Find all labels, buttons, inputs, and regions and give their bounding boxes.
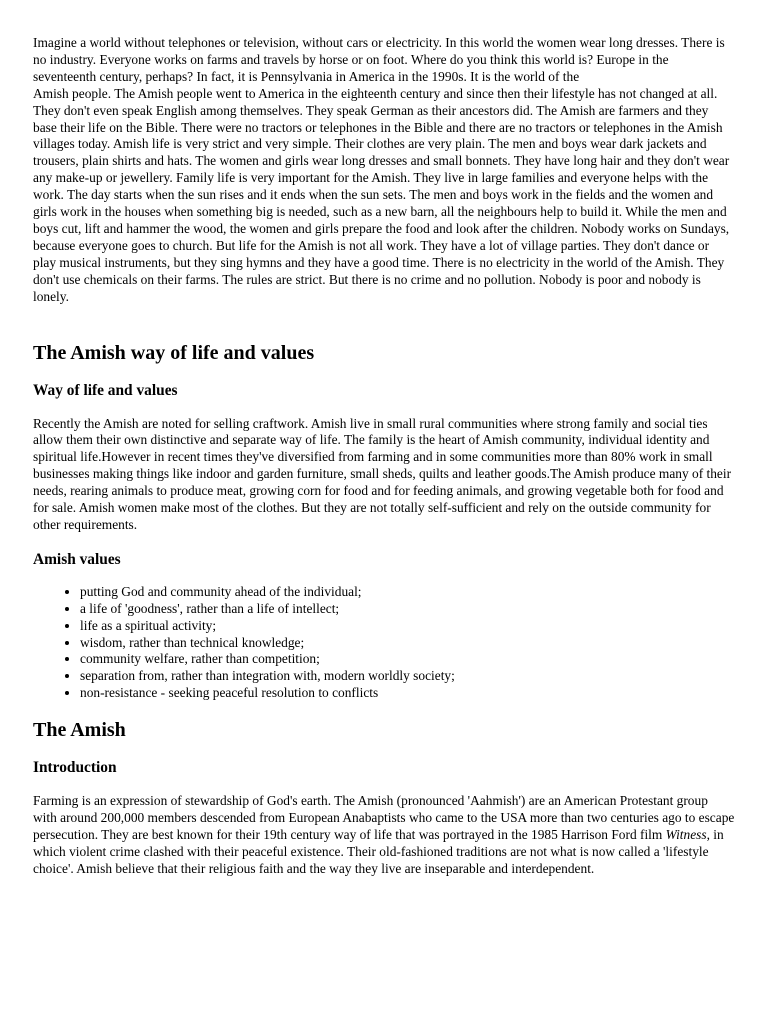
subheading-amish-values: Amish values bbox=[33, 550, 121, 568]
list-item: • a life of 'goodness', rather than a life of intellect; bbox=[80, 601, 735, 618]
intro-paragraph bbox=[33, 35, 735, 306]
amish-values-list bbox=[33, 584, 735, 702]
subheading-introduction: Introduction bbox=[33, 759, 117, 777]
list-item: • life as a spiritual activity; bbox=[80, 618, 735, 635]
introduction-paragraph bbox=[33, 793, 735, 878]
intro-body-text: Amish people. The Amish people went to America in the eighteenth century and since then their lifestyle has not changed at all. They don't even speak English among themselves. They speak German as their ancestors did. The Amish are farmers and they base their life on the Bible. There were no tractors or telephones in the Bible and there are no tractors or telephones in the Amish villages today. Amish life is very strict and very simple. Their clothes are very plain. The men and boys wear dark jackets and trousers, plain shirts and hats. The women and girls wear long dresses and small bonnets. They have long hair and they don't wear any make-up or jewellery. Family life is very important for the Amish. They live in large families and everyone helps with the work. The day starts when the sun rises and it ends when the sun sets. The men and boys work in the fields and the women and girls work in the houses when something big is needed, such as a new barn, all the neighbours help to build it. While the men and boys cut, lift and hammer the wood, the women and girls prepare the food and look after the children. Nobody works on Sundays, because everyone goes to church. But life for the Amish is not all work. They have a lot of village parties. They don't dance or play musical instruments, but they sing hymns and they have a good time. There is no electricity in the world of the Amish. They don't use chemicals on their farms. The rules are strict. But there is no crime and no pollution. Nobody is poor and nobody is lonely. bbox=[33, 85, 730, 304]
list-item: • non-resistance - seeking peaceful resolution to conflicts bbox=[80, 685, 735, 702]
section-heading-the-amish: The Amish bbox=[33, 719, 126, 742]
section-heading-amish-way-of-life: The Amish way of life and values bbox=[33, 341, 315, 364]
introduction-text-after-film: , in which violent crime clashed with their peaceful existence. Their old-fashioned traditions are not what is now called a 'lifestyle choice'. Amish believe that their religious faith and the way they live are inseparable and interdependent. bbox=[33, 827, 724, 876]
list-item: • community welfare, rather than competition; bbox=[80, 651, 735, 668]
subheading-way-of-life: Way of life and values bbox=[33, 381, 178, 399]
way-of-life-paragraph: Recently the Amish are noted for selling craftwork. Amish live in small rural communities where strong family and social ties allow them their own distinctive and separate way of life. The family is the heart of Amish community, individual identity and spiritual life.However in recent times they've diversified from farming and in some communities more than 80% work in small businesses making things like indoor and garden furniture, small sheds, quilts and leather goods.The Amish produce many of their needs, rearing animals to produce meat, growing corn for food and for feeding animals, and growing vegetable both for food and for sale. Amish women make most of the clothes. But they are not totally self-sufficient and rely on the outside community for other requirements. bbox=[33, 415, 732, 532]
list-item: • putting God and community ahead of the individual; bbox=[80, 584, 735, 601]
list-item: • separation from, rather than integration with, modern worldly society; bbox=[80, 668, 735, 685]
intro-lead-text: Imagine a world without telephones or television, without cars or electricity. In this world the women wear long dresses. There is no industry. Everyone works on farms and travels by horse or on foot. Where do you think this world is? Europe in the seventeenth century, perhaps? In fact, it is Pennsylvania in America in the 1990s. It is the world of the bbox=[33, 35, 725, 84]
list-item: • wisdom, rather than technical knowledge; bbox=[80, 635, 735, 652]
introduction-text-before-film: Farming is an expression of stewardship of God's earth. The Amish (pronounced 'Aahmish') are an American Protestant group with around 200,000 members descended from European Anabaptists who came to the USA more than two centuries ago to escape persecution. They are best known for their 19th century way of life that was portrayed in the 1985 Harrison Ford film bbox=[33, 793, 735, 842]
film-title: Witness bbox=[665, 827, 707, 842]
